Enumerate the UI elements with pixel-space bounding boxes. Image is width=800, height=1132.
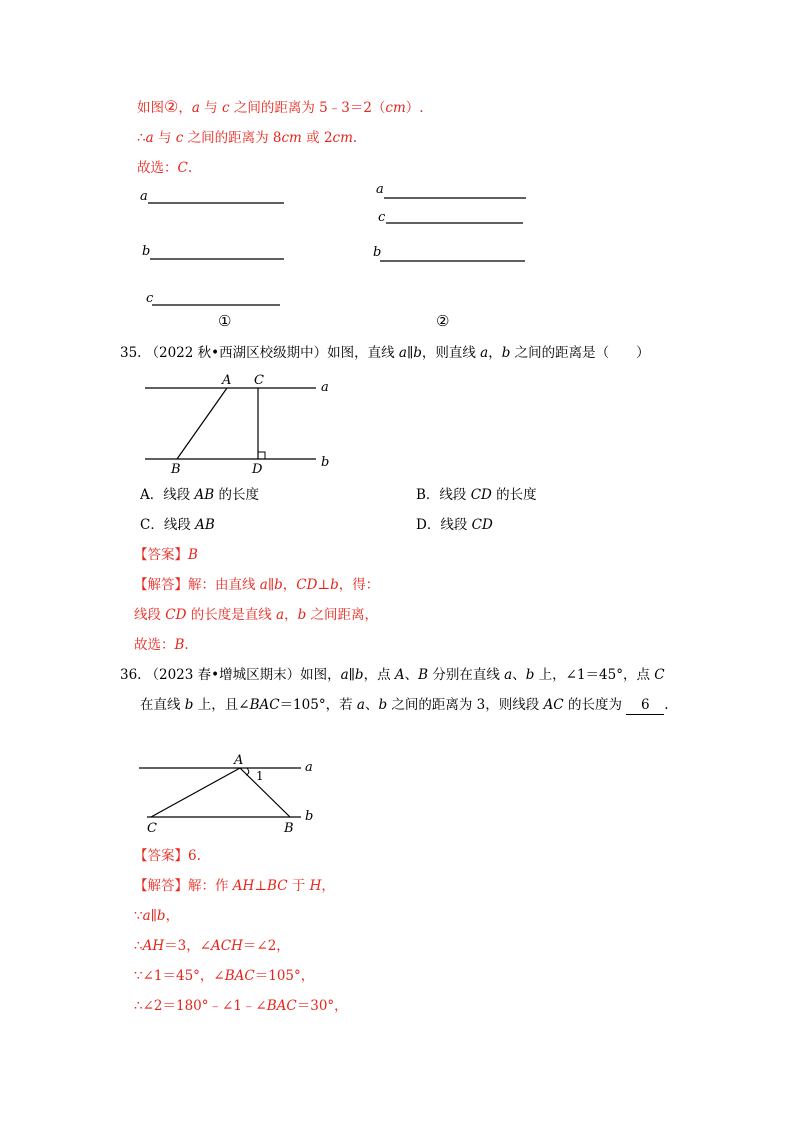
text: ，: [282, 577, 297, 593]
q35-option-c[interactable]: [140, 516, 215, 534]
text: 如图，直线: [327, 345, 399, 361]
text: 如图: [137, 100, 164, 116]
text: 线段: [439, 487, 471, 503]
var-a: a: [480, 345, 489, 361]
unit: cm: [332, 130, 353, 146]
text: 的长度: [214, 487, 260, 503]
text: 之间的距离为 5﹣3＝2（: [229, 100, 386, 116]
text: ＝105°，: [254, 968, 315, 984]
label-B: B: [171, 462, 181, 477]
figure-1-parallel-lines: [130, 180, 300, 330]
segment-name: AB: [195, 517, 215, 533]
text: 故选：: [137, 160, 178, 176]
point-C: C: [654, 667, 665, 683]
unit: cm: [385, 100, 406, 116]
question-source: （2023 春•增城区期末）: [145, 667, 301, 683]
text: 在直线: [140, 697, 185, 713]
var-b: b: [184, 697, 194, 713]
var-a: a: [142, 908, 151, 924]
option-letter: D．: [416, 517, 441, 533]
label-b: b: [321, 455, 330, 470]
caption-2: ②: [436, 312, 450, 330]
text: 解：作: [188, 878, 233, 894]
therefore-symbol: ∴: [134, 938, 143, 954]
text: 、: [404, 667, 419, 683]
right-angle-mark: [258, 452, 265, 459]
segment-AC: [151, 768, 240, 817]
text: 上，且∠: [193, 697, 250, 713]
var-b: b: [378, 697, 388, 713]
text: 解：由直线: [188, 577, 260, 593]
var-b: b: [413, 345, 422, 361]
label-b: b: [373, 245, 382, 260]
var-b: b: [525, 667, 535, 683]
text: ，: [321, 878, 335, 894]
q36-answer: [134, 847, 201, 865]
point-A: A: [394, 667, 405, 683]
text: ）.: [405, 100, 424, 116]
text: 线段: [163, 487, 195, 503]
point-H: H: [309, 878, 322, 894]
label-a: a: [305, 760, 313, 775]
angle-name: ACH: [211, 938, 243, 954]
label-c: c: [146, 291, 154, 306]
segment-AB: [240, 768, 290, 817]
text: ＝105°，若: [279, 697, 357, 713]
text: 的长度: [491, 487, 537, 503]
text: 于: [287, 878, 310, 894]
var-b: b: [501, 345, 511, 361]
text: ∴∠2＝180°﹣∠1﹣∠: [134, 998, 267, 1014]
solution-tag: 【解答】: [134, 577, 188, 593]
solution-tag: 【解答】: [134, 878, 188, 894]
perpendicular-symbol: ⊥: [317, 577, 331, 593]
unit: cm: [281, 130, 302, 146]
option-letter: A．: [140, 487, 164, 503]
var-c: c: [175, 130, 184, 146]
text: 分别在直线: [428, 667, 505, 683]
segment-name: AH: [232, 878, 255, 894]
option: C: [177, 160, 188, 176]
var-b: b: [274, 577, 283, 593]
q35-solution-line-3: [134, 636, 189, 654]
q35-solution-line-1: [134, 576, 379, 594]
segment-name: CD: [165, 607, 187, 623]
var-a: a: [398, 345, 407, 361]
text: 之间的距离是（ ）: [510, 345, 650, 361]
prev-solution-line-2: [137, 129, 357, 147]
segment-name: AC: [543, 697, 564, 713]
text: ，则直线: [421, 345, 481, 361]
question-number: 36.: [120, 667, 142, 683]
label-a: a: [321, 380, 329, 395]
text: ，: [165, 908, 180, 924]
q36-solution-line-3: [134, 937, 290, 955]
figure-2-parallel-lines: [368, 176, 538, 330]
label-b: b: [305, 809, 314, 824]
segment-name: AH: [142, 938, 165, 954]
var-b: b: [156, 908, 166, 924]
angle-name: BAC: [224, 968, 255, 984]
text: .: [664, 697, 669, 713]
var-b: b: [330, 577, 339, 593]
prev-solution-line-3: [137, 159, 192, 177]
question-number: 35.: [120, 345, 142, 361]
q35-stem: [120, 344, 650, 362]
segment-name: CD: [471, 517, 493, 533]
parallel-symbol: ∥: [406, 345, 414, 361]
text: 与: [153, 130, 176, 146]
q36-solution-line-4: [134, 967, 314, 985]
q36-figure: [135, 748, 335, 838]
label-angle-1: 1: [256, 769, 264, 783]
q35-option-a[interactable]: [140, 486, 259, 504]
text: 之间距离，: [306, 607, 379, 623]
label-a: a: [140, 189, 148, 204]
prev-solution-line-1: [137, 98, 424, 117]
answer-tag: 【答案】: [134, 848, 188, 864]
var-a: a: [356, 697, 365, 713]
var-c: c: [222, 100, 230, 116]
q36-stem-line-2: [140, 696, 669, 715]
text: .: [184, 637, 189, 653]
var-a: a: [145, 130, 154, 146]
angle-name: BAC: [266, 998, 297, 1014]
var-a: a: [191, 100, 200, 116]
q35-solution-line-2: [134, 606, 378, 624]
parallel-symbol: ∥: [150, 908, 157, 924]
parallel-symbol: ∥: [267, 577, 275, 593]
answer-value: B: [188, 547, 198, 563]
var-a: a: [259, 577, 268, 593]
text: 线段: [163, 517, 196, 533]
option-letter: B．: [416, 487, 440, 503]
q35-option-b[interactable]: [416, 486, 537, 504]
q35-option-d[interactable]: [416, 516, 493, 534]
q36-stem-line-1: [120, 666, 665, 684]
q35-figure: [140, 368, 350, 478]
q36-solution-line-2: [134, 907, 179, 925]
var-b: b: [354, 667, 364, 683]
var-a: a: [504, 667, 513, 683]
text: 如图，: [300, 667, 341, 683]
text: 的长度是直线: [186, 607, 277, 623]
text: .: [352, 130, 358, 146]
q36-solution-line-1: [134, 877, 335, 895]
label-D: D: [252, 462, 263, 477]
q35-answer: [134, 546, 198, 564]
perpendicular-symbol: ⊥: [254, 878, 268, 894]
text: ，: [488, 345, 502, 361]
text: ＝∠2，: [242, 938, 290, 954]
label-A: A: [234, 753, 244, 768]
text: 线段: [134, 607, 166, 623]
segment-name: CD: [470, 487, 492, 503]
text: ＝3，∠: [164, 938, 212, 954]
label-C: C: [254, 373, 264, 388]
var-b: b: [297, 607, 307, 623]
parallel-symbol: ∥: [348, 667, 355, 683]
q36-solution-line-5: [134, 997, 348, 1015]
text: .: [187, 160, 193, 176]
text: 的长度为: [563, 697, 627, 713]
label-b: b: [142, 244, 151, 259]
label-B: B: [284, 821, 294, 836]
caption-1: ①: [218, 312, 232, 330]
therefore-symbol: ∴: [137, 130, 146, 146]
because-symbol: ∵: [134, 908, 143, 924]
text: 之间的距离为 3，则线段: [387, 697, 544, 713]
text: ，得：: [338, 577, 380, 593]
text: ∵∠1＝45°，∠: [134, 968, 225, 984]
segment-name: AB: [194, 487, 215, 503]
label-a: a: [376, 182, 384, 197]
answer-blank: 6: [626, 696, 664, 715]
segment-AB: [177, 388, 227, 459]
answer-value: 6.: [188, 848, 201, 864]
text: ，: [284, 607, 298, 623]
text: ＝30°，: [296, 998, 348, 1014]
text: 上，∠1＝45°，点: [534, 667, 655, 683]
text: ，点: [363, 667, 395, 683]
option-letter: C．: [140, 517, 164, 533]
text: 与: [199, 100, 222, 116]
text: ，: [178, 100, 192, 116]
text: 线段: [440, 517, 472, 533]
text: 、: [364, 697, 379, 713]
text: 、: [512, 667, 526, 683]
answer-tag: 【答案】: [134, 547, 188, 563]
angle-name: BAC: [249, 697, 280, 713]
text: 故选：: [134, 637, 175, 653]
text: 或 2: [301, 130, 333, 146]
option: B: [174, 637, 185, 653]
label-c: c: [378, 210, 386, 225]
label-C: C: [147, 821, 157, 836]
label-A: A: [222, 373, 232, 388]
segment-name: CD: [296, 577, 318, 593]
var-a: a: [276, 607, 285, 623]
text: 之间的距离为 8: [183, 130, 282, 146]
question-source: （2022 秋•西湖区校级期中）: [145, 345, 328, 361]
circled-number: ②: [164, 97, 179, 116]
segment-name: BC: [267, 878, 288, 894]
var-a: a: [340, 667, 349, 683]
point-B: B: [418, 667, 429, 683]
